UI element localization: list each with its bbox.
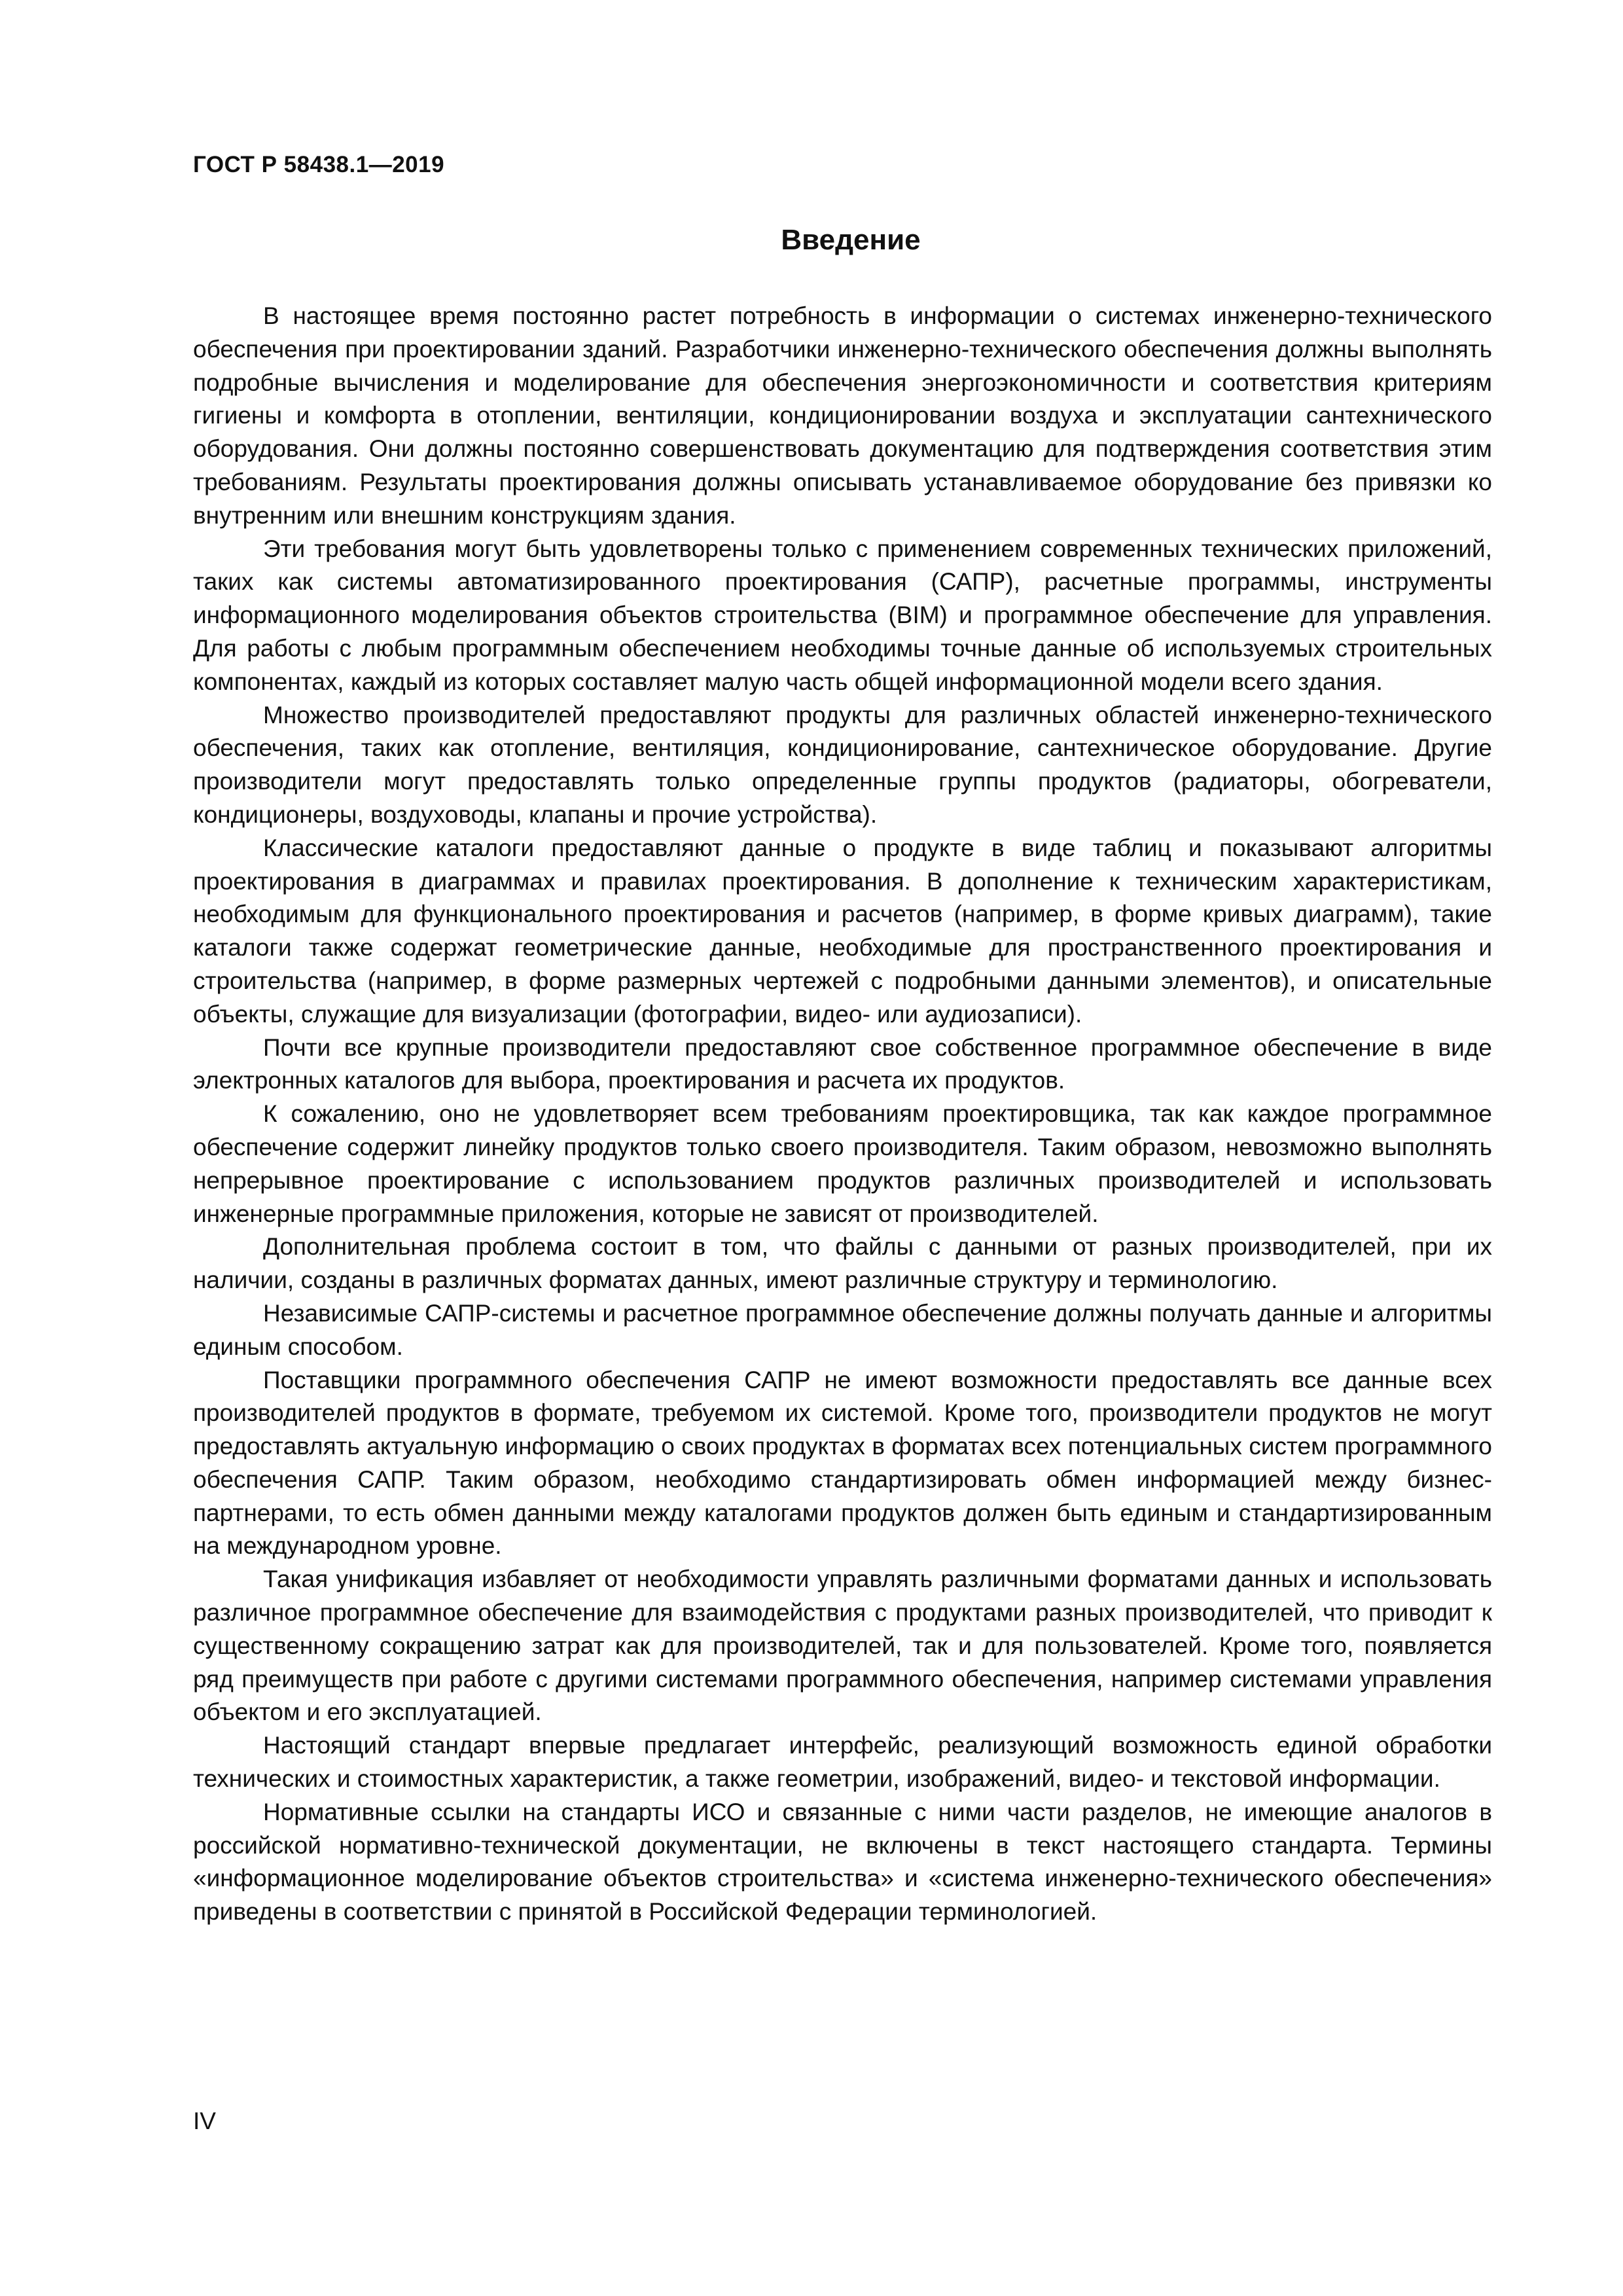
paragraph: Дополнительная проблема состоит в том, что файлы с данными от разных производителей, при их наличии, созданы в различных форматах данных, имеют различные структуру и терминологию. [193, 1233, 1492, 1294]
paragraph: К сожалению, оно не удовлетворяет всем требованиям проектировщика, так как каждое программное обеспечение содержит линейку продуктов только своего производителя. Таким образом, невозможно выполнять непрерывное проектирование с использованием продуктов различных производителей и использовать инженерные программные приложения, которые не зависят от производителей. [193, 1100, 1492, 1227]
paragraph: Множество производителей предоставляют продукты для различных областей инженерно-технического обеспечения, таких как отопление, вентиляция, кондиционирование, сантехническое оборудование. Другие производители могут предоставлять только определенные группы продуктов (радиаторы, обогреватели, кондиционеры, воздуховоды, клапаны и прочие устройства). [193, 701, 1492, 828]
introduction-body [193, 300, 1492, 1929]
page-number: IV [193, 2108, 216, 2134]
paragraph: Поставщики программного обеспечения САПР не имеют возможности предоставлять все данные всех производителей продуктов в формате, требуемом их системой. Кроме того, производители продуктов не могут предоставлять актуальную информацию о своих продуктах в форматах всех потенциальных систем программного обеспечения САПР. Таким образом, необходимо стандартизировать обмен информацией между бизнес-партнерами, то есть обмен данными между каталогами продуктов должен быть единым и стандартизированным на международном уровне. [193, 1366, 1492, 1560]
paragraph: Классические каталоги предоставляют данные о продукте в виде таблиц и показывают алгоритмы проектирования в диаграммах и правилах проектирования. В дополнение к техническим характеристикам, необходимым для функционального проектирования и расчетов (например, в форме кривых диаграмм), такие каталоги также содержат геометрические данные, необходимые для пространственного проектирования и строительства (например, в форме размерных чертежей с подробными данными элементов), и описательные объекты, служащие для визуализации (фотографии, видео- или аудиозаписи). [193, 834, 1492, 1028]
paragraph: Настоящий стандарт впервые предлагает интерфейс, реализующий возможность единой обработки технических и стоимостных характеристик, а также геометрии, изображений, видео- и текстовой информации. [193, 1732, 1492, 1793]
paragraph: Независимые САПР-системы и расчетное программное обеспечение должны получать данные и алгоритмы единым способом. [193, 1299, 1492, 1360]
paragraph: Почти все крупные производители предоставляют свое собственное программное обеспечение в виде электронных каталогов для выбора, проектирования и расчета их продуктов. [193, 1033, 1492, 1094]
document-code: ГОСТ Р 58438.1—2019 [193, 152, 445, 177]
paragraph: В настоящее время постоянно растет потребность в информации о системах инженерно-технического обеспечения при проектировании зданий. Разработчики инженерно-технического обеспечения должны выполнять подробные вычисления и моделирование для обеспечения энергоэкономичности и соответствия критериям гигиены и комфорта в отоплении, вентиляции, кондиционировании воздуха и эксплуатации сантехнического оборудования. Они должны постоянно совершенствовать документацию для подтверждения соответствия этим требованиям. Результаты проектирования должны описывать устанавливаемое оборудование без привязки ко внутренним или внешним конструкциям здания. [193, 302, 1492, 529]
paragraph: Такая унификация избавляет от необходимости управлять различными форматами данных и использовать различное программное обеспечение для взаимодействия с продуктами разных производителей, что приводит к существенному сокращению затрат как для производителей, так и для пользователей. Кроме того, появляется ряд преимуществ при работе с другими системами программного обеспечения, например системами управления объектом и его эксплуатацией. [193, 1566, 1492, 1726]
paragraph: Нормативные ссылки на стандарты ИСО и связанные с ними части разделов, не имеющие аналогов в российской нормативно-технической документации, не включены в текст настоящего стандарта. Термины «информационное моделирование объектов строительства» и «система инженерно-технического обеспечения» приведены в соответствии с принятой в Российской Федерации терминологией. [193, 1798, 1492, 1926]
paragraph: Эти требования могут быть удовлетворены только с применением современных технических приложений, таких как системы автоматизированного проектирования (САПР), расчетные программы, инструменты информационного моделирования объектов строительства (BIM) и программное обеспечение для управления. Для работы с любым программным обеспечением необходимы точные данные об используемых строительных компонентах, каждый из которых составляет малую часть общей информационной модели всего здания. [193, 535, 1492, 695]
section-title: Введение [781, 224, 921, 256]
